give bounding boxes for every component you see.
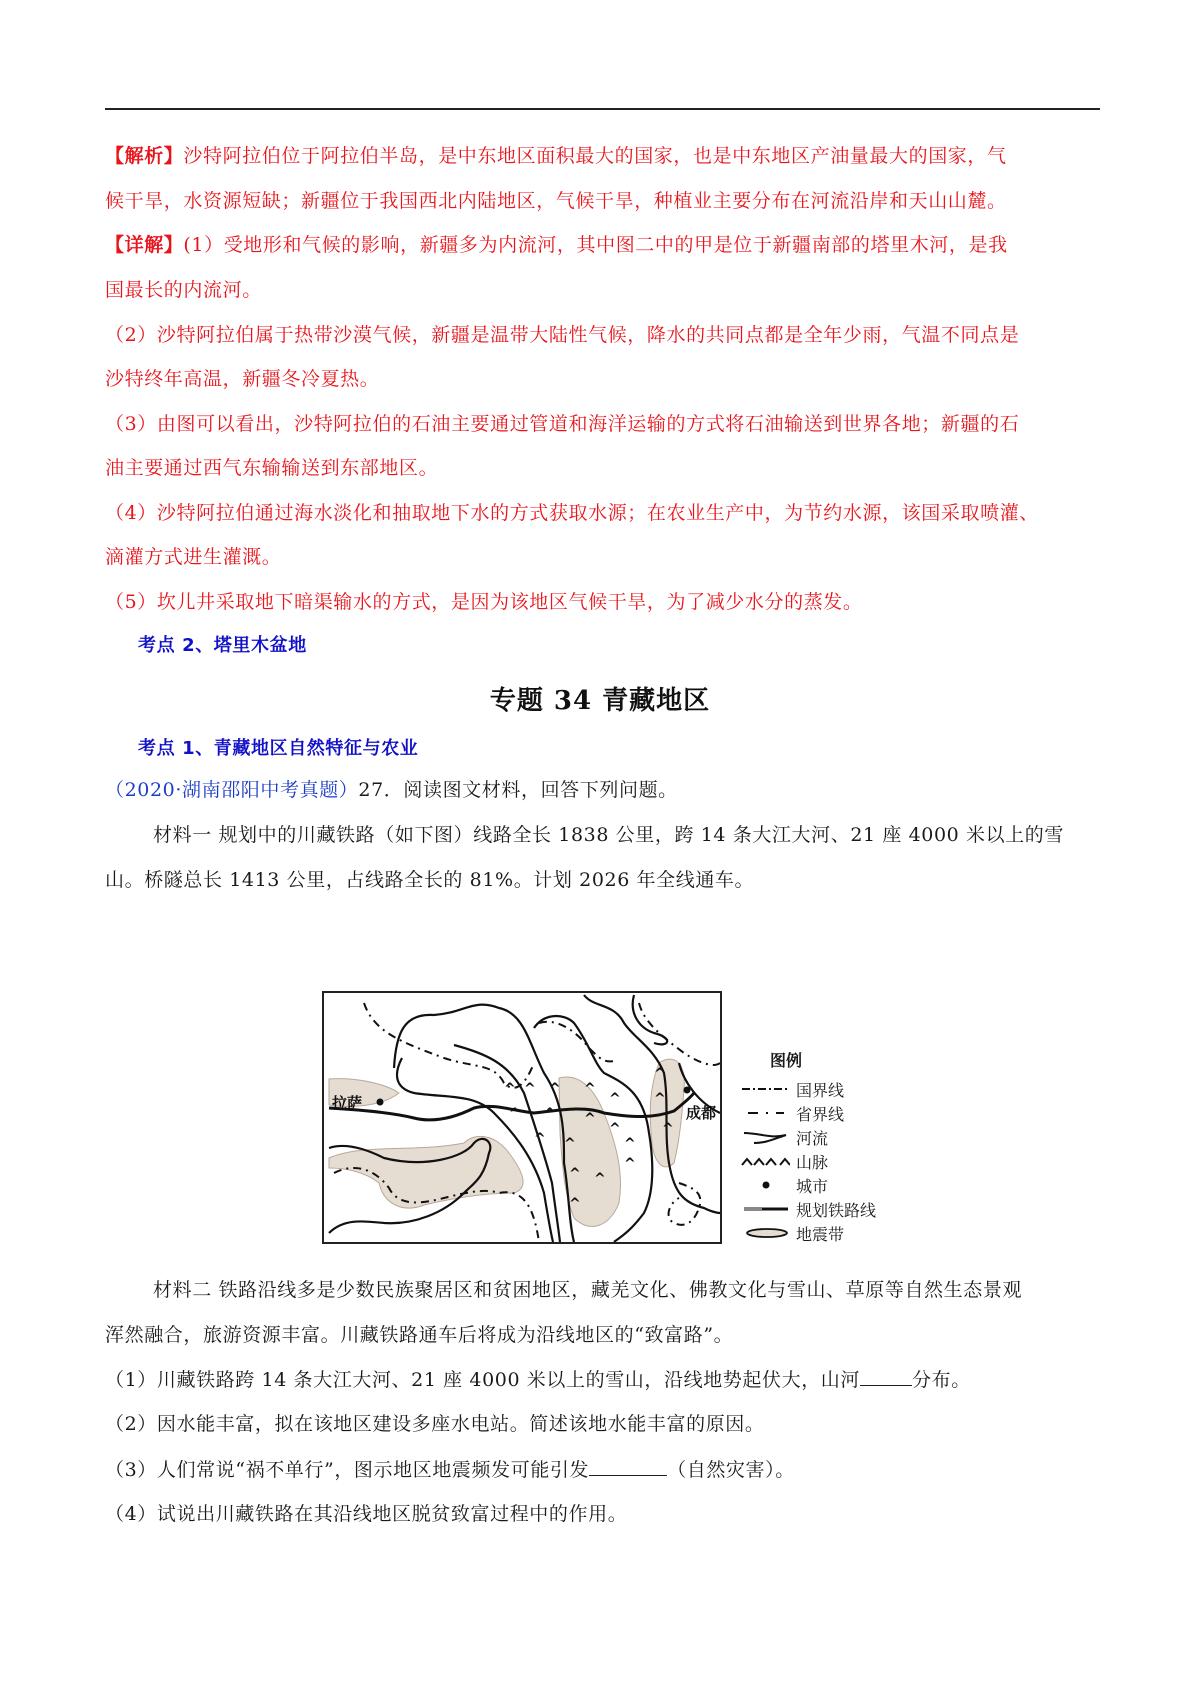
analysis-line-1 [105, 144, 1105, 168]
detail-item-3-line-2: 油主要通过西气东输输送到东部地区。 [105, 457, 439, 479]
svg-text:^: ^ [584, 1081, 596, 1097]
sub-question-3-text: （3）人们常说“祸不单行”，图示地区地震频发可能引发 [105, 1459, 590, 1481]
legend-row-seismic-zone [740, 1221, 900, 1245]
detail-item-1-line-1 [105, 233, 1105, 257]
legend-label: 河流 [796, 1128, 829, 1148]
legend-label: 城市 [796, 1176, 829, 1196]
kaodian-1-heading: 考点 1、青藏地区自然特征与农业 [138, 738, 419, 759]
material-1-line-2: 山。桥隧总长 1413 公里，占线路全长的 81%。计划 2026 年全线通车。 [105, 869, 755, 891]
city-label-lhasa: 拉萨 [332, 1094, 363, 1112]
svg-text:^: ^ [509, 1106, 521, 1122]
detail-item-4-line-1: （4）沙特阿拉伯通过海水淡化和抽取地下水的方式获取水源；在农业生产中，为节约水源，该国采取喷灌、 [105, 502, 1039, 524]
provincial-border-5 [669, 1183, 701, 1225]
city-dot-lhasa [377, 1099, 384, 1106]
svg-text:^: ^ [564, 1136, 576, 1152]
legend-row-national-border [740, 1077, 900, 1101]
legend-row-provincial-border [740, 1101, 900, 1125]
legend-label: 规划铁路线 [796, 1200, 877, 1220]
city-label-chengdu: 成都 [686, 1104, 717, 1122]
analysis-line-2: 候干旱，水资源短缺；新疆位于我国西北内陆地区，气候干旱，种植业主要分布在河流沿岸和天山山麓。 [105, 190, 1007, 212]
legend-row-river [740, 1125, 900, 1149]
svg-text:^: ^ [569, 1196, 581, 1212]
header-rule [105, 108, 1100, 110]
sub-question-1-suffix: 分布。 [912, 1369, 971, 1391]
city-dot-chengdu [684, 1087, 691, 1094]
svg-text:^: ^ [549, 1081, 561, 1097]
provincial-border-3 [639, 1003, 720, 1065]
legend-label: 山脉 [796, 1152, 829, 1172]
detail-item-1-text: (1）受地形和气候的影响，新疆多为内流河，其中图二中的甲是位于新疆南部的塔里木河，是我 [183, 234, 1008, 256]
detail-item-5-line-1: （5）坎儿井采取地下暗渠输水的方式，是因为该地区气候干旱，为了减少水分的蒸发。 [105, 591, 863, 613]
svg-text:^: ^ [504, 1081, 516, 1097]
svg-text:^: ^ [569, 1166, 581, 1182]
question-stem [105, 778, 1105, 802]
legend-row-city [740, 1173, 900, 1197]
sub-question-3-suffix: （自然灾害）。 [667, 1459, 795, 1481]
detail-item-1-line-2: 国最长的内流河。 [105, 279, 262, 301]
provincial-border-1 [364, 1003, 534, 1088]
legend-label: 省界线 [796, 1104, 845, 1124]
svg-text:^: ^ [544, 1106, 556, 1122]
sub-question-4: （4）试说出川藏铁路在其沿线地区脱贫致富过程中的作用。 [105, 1503, 628, 1525]
legend-row-mountain [740, 1149, 900, 1173]
provincial-border-icon [740, 1103, 790, 1123]
sub-question-1 [105, 1367, 1105, 1392]
mountain-icon [740, 1151, 790, 1171]
svg-text:^: ^ [609, 1091, 621, 1107]
question-stem-text: 27．阅读图文材料，回答下列问题。 [358, 779, 678, 801]
sichuan-tibet-railway-map [322, 991, 722, 1244]
map-drawing [324, 993, 720, 1242]
topic-title: 专题 34 青藏地区 [489, 686, 711, 716]
answer-blank-3[interactable] [589, 1457, 667, 1476]
svg-text:^: ^ [524, 1081, 536, 1097]
detail-item-4-line-2: 滴灌方式进生灌溉。 [105, 546, 282, 568]
analysis-tag: 【解析】 [105, 145, 184, 167]
sub-question-3 [105, 1457, 1105, 1482]
map-legend [740, 1048, 900, 1245]
sub-question-2: （2）因水能丰富，拟在该地区建设多座水电站。简述该地水能丰富的原因。 [105, 1413, 765, 1435]
legend-label: 地震带 [796, 1224, 845, 1244]
material-2-line-2: 浑然融合，旅游资源丰富。川藏铁路通车后将成为沿线地区的“致富路”。 [105, 1324, 734, 1346]
legend-row-railway [740, 1197, 900, 1221]
svg-text:^: ^ [534, 1131, 546, 1147]
detail-item-2-line-2: 沙特终年高温，新疆冬冷夏热。 [105, 368, 380, 390]
svg-text:^: ^ [594, 1171, 606, 1187]
svg-text:^: ^ [662, 1121, 674, 1137]
city-dot-icon [740, 1175, 790, 1195]
svg-text:^: ^ [609, 1121, 621, 1137]
detail-item-3-line-1: （3）由图可以看出，沙特阿拉伯的石油主要通过管道和海洋运输的方式将石油输送到世界各地；新疆的石 [105, 413, 1020, 435]
question-source: （2020·湖南邵阳中考真题） [105, 779, 359, 801]
kaodian-2-heading: 考点 2、塔里木盆地 [138, 635, 307, 656]
svg-text:^: ^ [654, 1066, 666, 1082]
sub-question-1-text: （1）川藏铁路跨 14 条大江大河、21 座 4000 米以上的雪山，沿线地势起伏大，山河 [105, 1369, 860, 1391]
railway-icon [740, 1199, 790, 1219]
national-border-icon [740, 1079, 790, 1099]
legend-label: 国界线 [796, 1080, 845, 1100]
seismic-zone-icon [740, 1223, 790, 1243]
material-2-line-1: 材料二 铁路沿线多是少数民族聚居区和贫困地区，藏羌文化、佛教文化与雪山、草原等自然生态景观 [153, 1279, 1023, 1301]
detail-tag: 【详解】 [105, 234, 184, 256]
svg-text:^: ^ [624, 1156, 636, 1172]
svg-text:^: ^ [584, 1111, 596, 1127]
svg-text:^: ^ [654, 1091, 666, 1107]
answer-blank-1[interactable] [860, 1367, 912, 1386]
legend-title: 图例 [770, 1051, 803, 1070]
svg-text:^: ^ [624, 1136, 636, 1152]
material-1-line-1: 材料一 规划中的川藏铁路（如下图）线路全长 1838 公里，跨 14 条大江大河、21 座 4000 米以上的雪 [153, 824, 1064, 846]
detail-item-2-line-1: （2）沙特阿拉伯属于热带沙漠气候，新疆是温带大陆性气候，降水的共同点都是全年少雨，气温不同点是 [105, 324, 1020, 346]
river-icon [740, 1127, 790, 1147]
analysis-text-1: 沙特阿拉伯位于阿拉伯半岛，是中东地区面积最大的国家，也是中东地区产油量最大的国家，气 [183, 145, 1007, 167]
